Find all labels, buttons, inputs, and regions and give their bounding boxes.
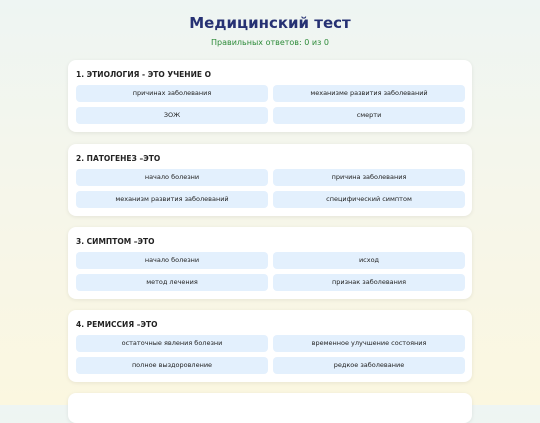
answer-grid bbox=[76, 252, 464, 291]
answer-option[interactable]: редкое заболевание bbox=[273, 357, 465, 374]
answer-option[interactable]: начало болезни bbox=[76, 252, 268, 269]
answer-grid bbox=[76, 85, 464, 124]
answer-option[interactable]: причинах заболевания bbox=[76, 85, 268, 102]
answer-option[interactable]: механизм развития заболеваний bbox=[76, 191, 268, 208]
question-card-3 bbox=[68, 227, 472, 299]
question-card-1 bbox=[68, 60, 472, 132]
answer-option[interactable]: ЗОЖ bbox=[76, 107, 268, 124]
answer-grid bbox=[76, 335, 464, 374]
answer-option[interactable]: смерти bbox=[273, 107, 465, 124]
answer-option[interactable]: метод лечения bbox=[76, 274, 268, 291]
answer-option[interactable]: остаточные явления болезни bbox=[76, 335, 268, 352]
question-title: 4. РЕМИССИЯ –ЭТО bbox=[76, 320, 158, 329]
answer-option[interactable]: специфический симптом bbox=[273, 191, 465, 208]
answer-option[interactable]: исход bbox=[273, 252, 465, 269]
answer-option[interactable]: признак заболевания bbox=[273, 274, 465, 291]
answer-option[interactable]: начало болезни bbox=[76, 169, 268, 186]
question-title: 2. ПАТОГЕНЕЗ –ЭТО bbox=[76, 154, 161, 163]
question-card-5 bbox=[68, 393, 472, 423]
page-title: Медицинский тест bbox=[189, 14, 351, 32]
answer-grid bbox=[76, 169, 464, 208]
answer-option[interactable]: полное выздоровление bbox=[76, 357, 268, 374]
question-card-4 bbox=[68, 310, 472, 382]
score-counter: Правильных ответов: 0 из 0 bbox=[211, 38, 329, 47]
question-card-2 bbox=[68, 144, 472, 216]
question-title: 1. ЭТИОЛОГИЯ - ЭТО УЧЕНИЕ О bbox=[76, 70, 211, 79]
answer-option[interactable]: временное улучшение состояния bbox=[273, 335, 465, 352]
question-title: 3. СИМПТОМ –ЭТО bbox=[76, 237, 155, 246]
answer-option[interactable]: механизме развития заболеваний bbox=[273, 85, 465, 102]
answer-option[interactable]: причина заболевания bbox=[273, 169, 465, 186]
